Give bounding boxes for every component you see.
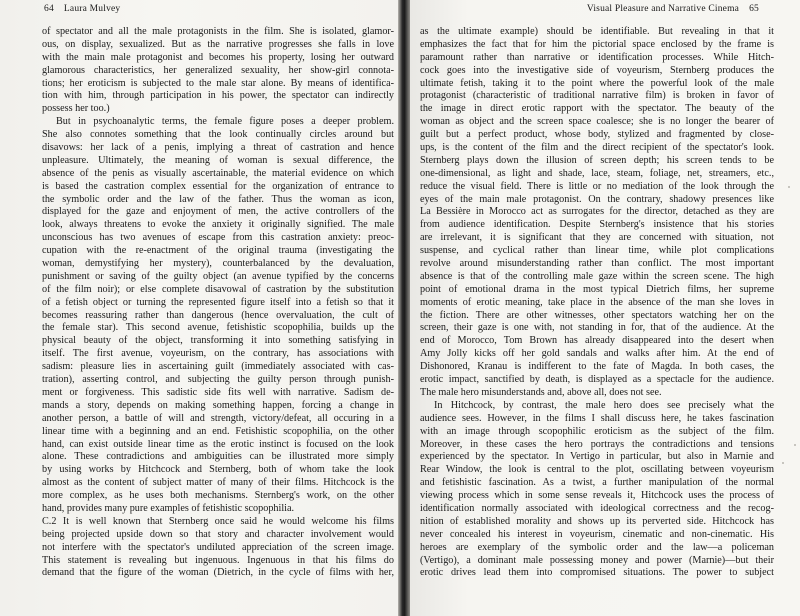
text-line: woman as object and the screen space coalesce; she is no longer the bearer of — [420, 116, 774, 128]
text-line: becomes reassuring rather than dangerous (hence overvaluation, the cult of — [42, 309, 394, 321]
text-line: hand, can exist outside linear time as the erotic instinct is focused on the look — [42, 438, 394, 450]
text-line: unconscious has two avenues of escape from this castration anxiety: preoc- — [42, 232, 394, 244]
text-line: absence of the penis as visually ascertainable, the material evidence on which — [42, 167, 394, 179]
right-page-number: 65 — [749, 4, 759, 14]
text-line: another person, a battle of will and strength, victory/defeat, all occuring in a — [42, 412, 394, 424]
text-line: mands a story, depends on making something happen, forcing a change in — [42, 399, 394, 411]
text-line: end of Morocco, Tom Brown has already disappeared into the desert when — [420, 335, 774, 347]
text-line: of spectator and all the male protagonists in the film. She is isolated, glamor- — [42, 26, 394, 37]
text-line: ment or forgiveness. This sadistic side fits well with narrative. Sadism de- — [42, 386, 394, 398]
text-line: cock goes into the investigative side of voyeurism, Sternberg produces the — [420, 64, 774, 76]
text-line: are irrelevant, it is significant that they are concerned with situation, not — [420, 232, 774, 244]
text-line: But in psychoanalytic terms, the female figure poses a deeper problem. — [56, 116, 394, 128]
text-line: viewing process which in some sense reveals it, Hitchcock uses the process of — [420, 490, 774, 502]
text-line: guilt but a perfect product, whose body, stylized and fragmented by close- — [420, 129, 774, 141]
text-line: reduce the visual field. There is little or no mediation of the look through the — [420, 180, 774, 192]
text-line: unpleasure. Ultimately, the meaning of woman is sexual difference, the — [42, 154, 394, 166]
scan-speck — [794, 444, 796, 446]
text-line: The male hero misunderstands and, above all, does not see. — [420, 386, 662, 398]
text-line: by using works by Hitchcock and Sternberg, both of whom take the look — [42, 464, 394, 476]
text-line: Amy Jolly kicks off her gold sandals and walks after him. At the end of — [420, 348, 774, 360]
text-line: C.2 It is well known that Sternberg once said he would welcome his films — [42, 515, 394, 527]
text-line: erotic drives lead them into compromised situations. The power to subject — [420, 567, 774, 579]
text-line: woman, demystifying her mystery), counterbalanced by the devaluation, — [42, 258, 394, 270]
text-line: and fetishistic fascination. As a twist, a further manipulation of the normal — [420, 477, 774, 489]
text-line: emphasizes the fact that for him the pictorial space enclosed by the frame is — [420, 38, 774, 50]
text-line: revolve around misunderstanding rather than conflict. The most important — [420, 258, 774, 270]
text-line: experienced by the spectator. In Vertigo in particular, but also in Marnie and — [420, 451, 774, 463]
text-line: cupation with the re-enactment of the original trauma (investigating the — [42, 245, 394, 257]
text-line: erotic impact, sanctified by death, is displayed as a spectacle for the audience. — [420, 374, 774, 386]
text-line: tions; her eroticism is subjected to the male star alone. By means of identifica- — [42, 77, 394, 89]
left-text-column — [42, 26, 394, 580]
text-line: sadism: pleasure lies in ascertaining guilt (immediately associated with cas- — [42, 361, 394, 373]
text-line: being projected upside down so that story and character involvement would — [42, 528, 394, 540]
text-line: look, always threatens to evoke the anxiety it originally signified. The male — [42, 219, 394, 231]
text-line: is based the castration complex essential for the organization of entrance to — [42, 180, 394, 192]
text-line: La Bessière in Morocco act as surrogates for the director, detached as they are — [420, 206, 774, 218]
text-line: linear time with a beginning and an end. Fetishistic scopophilia, on the other — [42, 425, 394, 437]
text-line: never concealed his interest in voyeurism, cinematic and non-cinematic. His — [420, 528, 774, 540]
right-running-title: Visual Pleasure and Narrative Cinema — [586, 4, 740, 14]
text-line: eyes of the main male protagonist. On the contrary, shadowy presences like — [420, 193, 774, 205]
text-line: itself. The first avenue, voyeurism, on the contrary, has associations with — [42, 348, 394, 360]
text-line: the fiction. There are other witnesses, other spectators watching her on the — [420, 309, 774, 321]
text-line: with an image through scopophilic eroticism as the subject of the film. — [420, 425, 774, 437]
text-line: of a fetish object or turning the represented figure itself into a fetish so that it — [42, 296, 394, 308]
text-line: demand that the figure of the woman (Dietrich, in the cycle of films with her, — [42, 567, 394, 579]
text-line: ultimate fetish, taking it to the point where the powerful look of the male — [420, 77, 774, 89]
text-line: Rear Window, the look is central to the plot, oscillating between voyeurism — [420, 464, 774, 476]
text-line: ups, is the content of the film and the direct recipient of the spectator's look. — [420, 142, 774, 154]
text-line: hand, provides many pure examples of fetishistic scopophilia. — [42, 502, 295, 514]
text-line: nition of established morality and shows up its perverted side. Hitchcock has — [420, 515, 774, 527]
text-line: punishment or saving of the guilty object (an avenue typified by the concerns — [42, 270, 394, 282]
text-line: absence is that of the controlling male gaze within the screen scene. The high — [420, 270, 774, 282]
text-line: as the ultimate example) should be identifiable. But revealing in that it — [420, 26, 774, 37]
text-line: She also connotes something that the look continually circles around but — [42, 129, 394, 141]
text-line: ous, on display, sexualized. But as the narrative progresses she falls in love — [42, 38, 394, 50]
text-line: Moreover, in these cases the hero portrays the contradictions and tensions — [420, 438, 774, 450]
text-line: suspense, and cyclical rather than linear time, while plot complications — [420, 245, 774, 257]
text-line: identification normally associated with ideological correctness and the recog- — [420, 502, 774, 514]
text-line: (Vertigo), a dominant male possessing money and power (Marnie)—but their — [420, 554, 774, 566]
text-line: screen, their gaze is one with, not standing in for, that of the audience. At the — [420, 322, 774, 334]
text-line: This statement is revealing but ingenuous. Ingenuous in that his films do — [42, 554, 394, 566]
text-line: protagonist (characteristic of traditional narrative film) is broken in favor of — [420, 90, 774, 102]
left-running-title: Laura Mulvey — [63, 4, 121, 14]
text-line: disavows: her lack of a penis, implying a threat of castration and hence — [42, 142, 394, 154]
right-running-head — [587, 4, 759, 14]
scan-speck — [782, 462, 784, 464]
text-line: displayed for the gaze and enjoyment of men, the active controllers of the — [42, 206, 394, 218]
scan-speck — [788, 186, 790, 188]
left-running-head — [44, 4, 120, 14]
text-line: tration), asserting control, and subjecting the guilty person through punish- — [42, 374, 394, 386]
left-page-number: 64 — [44, 4, 54, 14]
text-line: the female star). This second avenue, fetishistic scopophilia, builds up the — [42, 322, 394, 334]
text-line: one-dimensional, as light and shade, lace, steam, foliage, net, streamers, etc., — [420, 167, 774, 179]
text-line: the symbolic order and the law of the father. Thus the woman as icon, — [42, 193, 394, 205]
right-page — [410, 0, 800, 616]
text-line: almost as the content of subject matter of many of their films. Hitchcock is the — [42, 477, 394, 489]
text-line: heroes are exemplary of the symbolic order and the law—a policeman — [420, 541, 774, 553]
text-line: from audience identification. Despite Sternberg's insistence that his stories — [420, 219, 774, 231]
left-page — [0, 0, 398, 616]
text-line: In Hitchcock, by contrast, the male hero does see precisely what the — [434, 399, 774, 411]
text-line: moments of erotic meaning, take place in the absence of the man she loves in — [420, 296, 774, 308]
book-spine-gutter — [398, 0, 410, 616]
text-line: glamorous characteristics, her generalized sexuality, her show-girl connota- — [42, 64, 394, 76]
text-line: the image in direct erotic rapport with the spectator. The beauty of the — [420, 103, 774, 115]
text-line: audience sees. However, in the films I shall discuss here, he takes fascination — [420, 412, 774, 424]
text-line: paramount rather than narrative or identification processes. While Hitch- — [420, 51, 774, 63]
text-line: alone. These contradictions and ambiguities can be illustrated more simply — [42, 451, 394, 463]
right-text-column — [420, 26, 774, 580]
text-line: of the film noir); or else complete disavowal of castration by the substitution — [42, 283, 394, 295]
text-line: physical beauty of the object, transforming it into something satisfying in — [42, 335, 394, 347]
text-line: with the main male protagonist and becomes his property, losing her outward — [42, 51, 394, 63]
text-line: Sternberg plays down the illusion of screen depth; his screen tends to be — [420, 154, 774, 166]
text-line: Dishonored, Kranau is indifferent to the fate of Magda. In both cases, the — [420, 361, 774, 373]
text-line: possess her too.) — [42, 103, 110, 115]
text-line: tion with him, through participation in his power, the spectator can indirectly — [42, 90, 394, 102]
text-line: more complex, as he uses both mechanisms. Sternberg's work, on the other — [42, 490, 394, 502]
text-line: point of emotional drama in the most typical Dietrich films, her supreme — [420, 283, 774, 295]
text-line: not interfere with the spectator's undiluted appreciation of the screen image. — [42, 541, 394, 553]
